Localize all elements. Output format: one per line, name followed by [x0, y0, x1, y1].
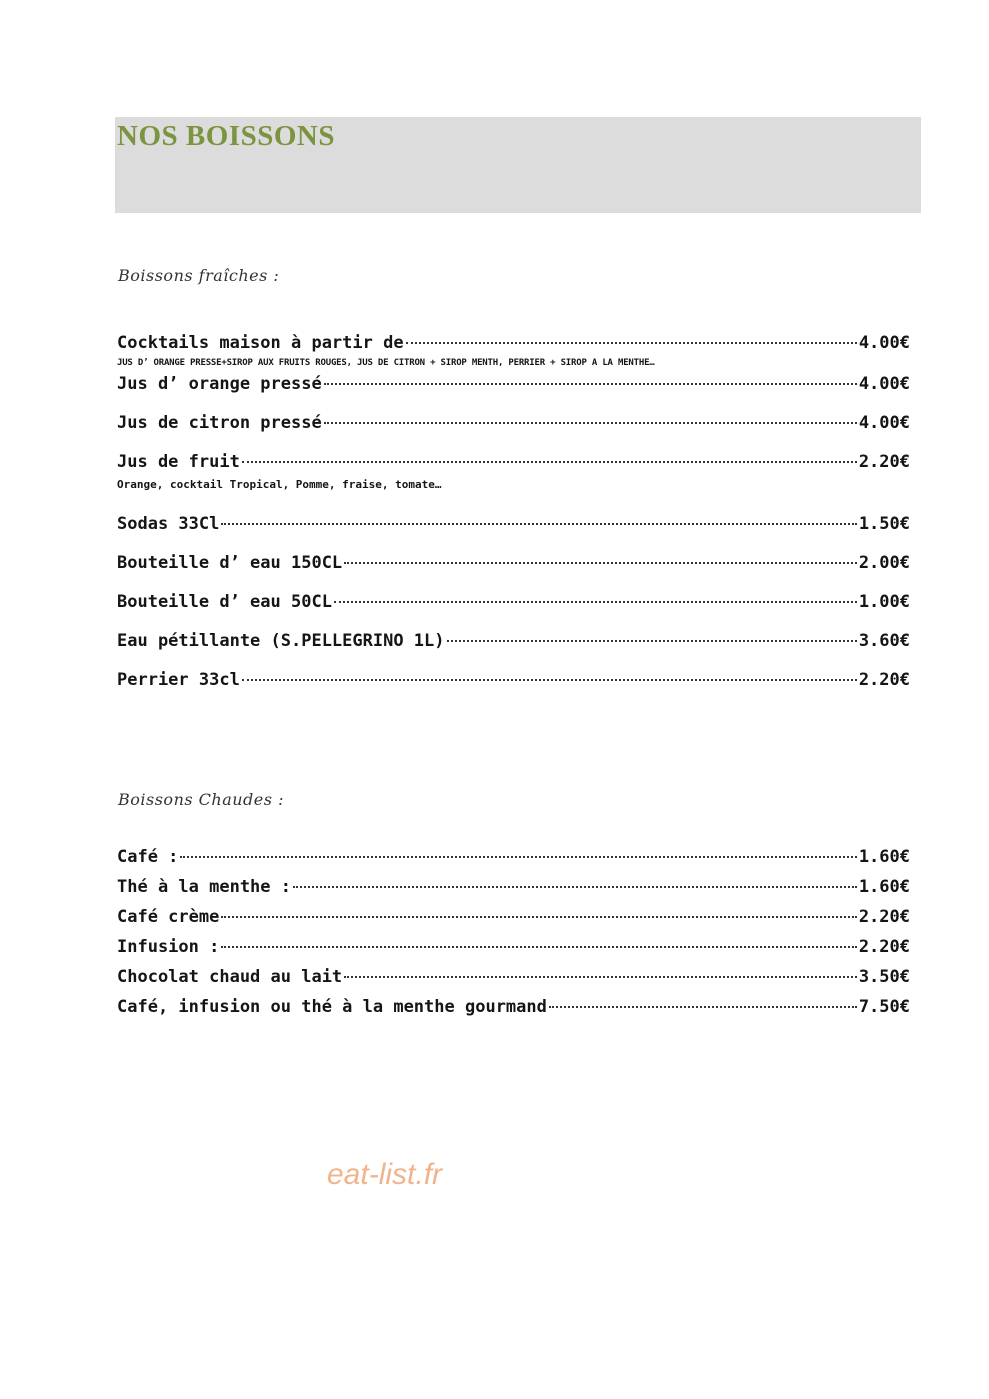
item-label: Sodas 33Cl: [117, 514, 220, 534]
item-label: Bouteille d’ eau 50CL: [117, 592, 332, 612]
menu-item-mint-tea: [117, 877, 910, 897]
item-label: Café, infusion ou thé à la menthe gourmand: [117, 997, 547, 1017]
item-label: Perrier 33cl: [117, 670, 240, 690]
menu-item-fruit-juice: [117, 452, 910, 472]
leader-dots: [221, 946, 856, 948]
leader-dots: [293, 886, 857, 888]
menu-item-cafe-creme: [117, 907, 910, 927]
item-price: 2.20€: [858, 907, 910, 927]
item-price: 2.20€: [858, 937, 910, 957]
item-price: 4.00€: [858, 333, 910, 353]
item-price: 3.60€: [858, 631, 910, 651]
menu-item-water-150cl: [117, 553, 910, 573]
item-price: 4.00€: [858, 374, 910, 394]
cocktail-description: JUS D’ ORANGE PRESSE+SIROP AUX FRUITS ROUGES, JUS DE CITRON + SIROP MENTH, PERRIER + SIROP A LA MENTHE…: [117, 358, 655, 368]
leader-dots: [406, 342, 857, 344]
item-price: 1.60€: [858, 847, 910, 867]
item-label: Infusion :: [117, 937, 220, 957]
leader-dots: [180, 856, 856, 858]
item-price: 2.20€: [858, 452, 910, 472]
item-price: 1.00€: [858, 592, 910, 612]
menu-item-infusion: [117, 937, 910, 957]
menu-item-cocktails: [117, 333, 910, 353]
item-price: 7.50€: [858, 997, 910, 1017]
menu-item-lemon-juice: [117, 413, 910, 433]
item-label: Jus de fruit: [117, 452, 240, 472]
leader-dots: [221, 916, 856, 918]
leader-dots: [334, 601, 857, 603]
title-banner: [115, 117, 921, 213]
menu-item-hot-chocolate: [117, 967, 910, 987]
menu-item-perrier: [117, 670, 910, 690]
menu-item-water-50cl: [117, 592, 910, 612]
item-label: Jus d’ orange pressé: [117, 374, 322, 394]
menu-item-coffee: [117, 847, 910, 867]
leader-dots: [344, 976, 857, 978]
page-title: NOS BOISSONS: [117, 120, 335, 152]
item-label: Café crème: [117, 907, 220, 927]
section-heading-hot: Boissons Chaudes :: [118, 790, 284, 809]
menu-item-sparkling-water: [117, 631, 910, 651]
item-price: 1.60€: [858, 877, 910, 897]
leader-dots: [242, 679, 857, 681]
item-label: Eau pétillante (S.PELLEGRINO 1L): [117, 631, 445, 651]
menu-item-sodas: [117, 514, 910, 534]
leader-dots: [324, 383, 857, 385]
menu-item-gourmand: [117, 997, 910, 1017]
item-price: 2.00€: [858, 553, 910, 573]
item-label: Cocktails maison à partir de: [117, 333, 404, 353]
leader-dots: [549, 1006, 857, 1008]
item-label: Café :: [117, 847, 179, 867]
leader-dots: [324, 422, 857, 424]
item-label: Chocolat chaud au lait: [117, 967, 343, 987]
leader-dots: [447, 640, 857, 642]
item-label: Bouteille d’ eau 150CL: [117, 553, 343, 573]
leader-dots: [221, 523, 856, 525]
menu-item-orange-juice: [117, 374, 910, 394]
item-price: 1.50€: [858, 514, 910, 534]
leader-dots: [344, 562, 857, 564]
leader-dots: [242, 461, 857, 463]
item-price: 4.00€: [858, 413, 910, 433]
item-price: 3.50€: [858, 967, 910, 987]
item-label: Thé à la menthe :: [117, 877, 291, 897]
item-label: Jus de citron pressé: [117, 413, 322, 433]
watermark: eat-list.fr: [327, 1158, 443, 1191]
item-price: 2.20€: [858, 670, 910, 690]
fruit-juice-description: Orange, cocktail Tropical, Pomme, fraise, tomate…: [117, 478, 442, 491]
section-heading-cold: Boissons fraîches :: [118, 266, 280, 285]
